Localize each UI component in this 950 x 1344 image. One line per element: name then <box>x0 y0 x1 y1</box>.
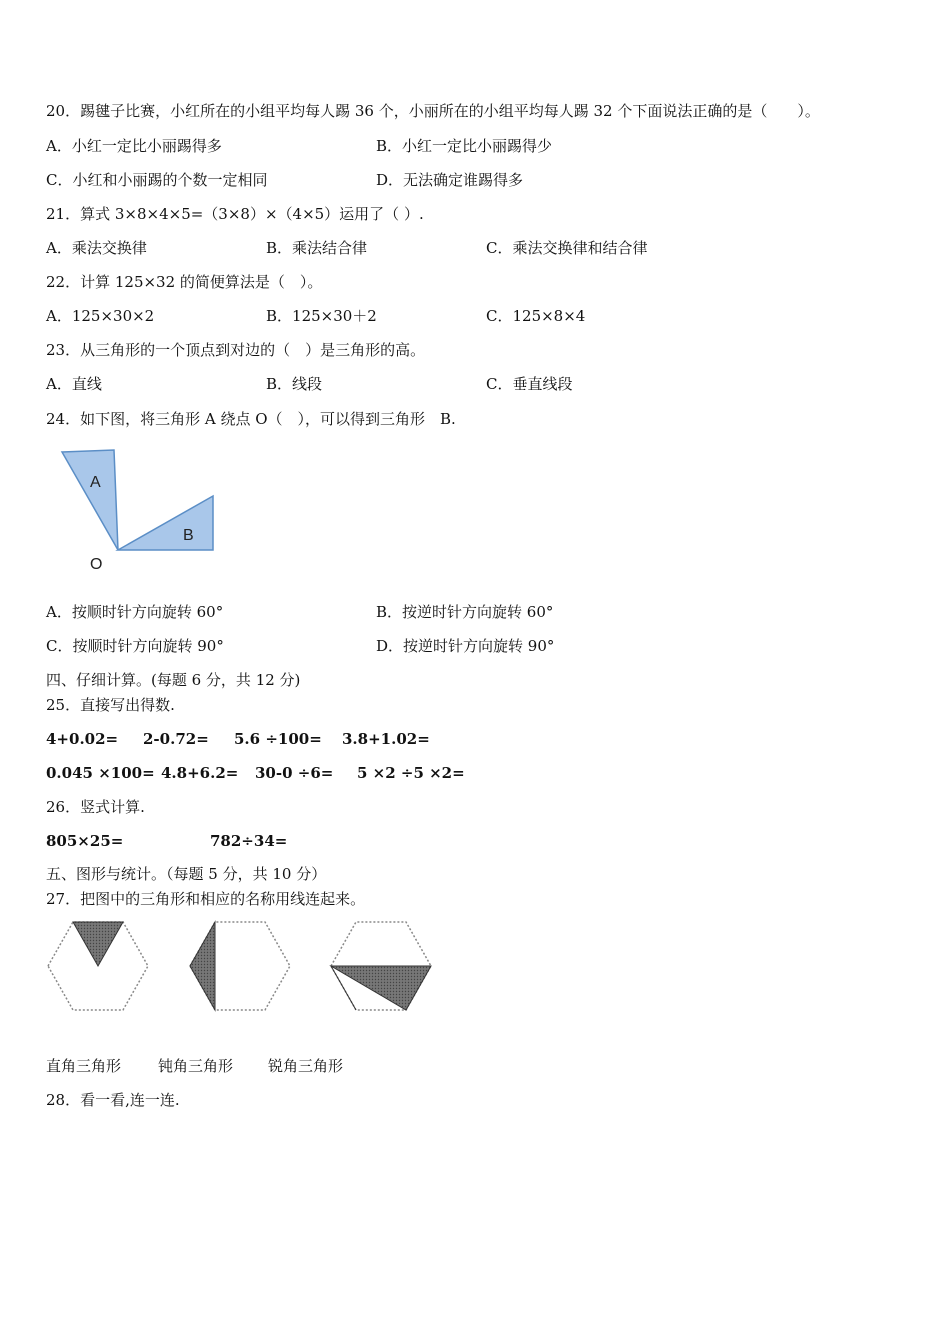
label-a: A <box>90 474 101 491</box>
q26-item: 782÷34= <box>210 832 288 850</box>
q25-item: 5 ×2 ÷5 ×2= <box>357 764 465 782</box>
q23-option-a: A．直线 <box>46 375 102 393</box>
q21-option-b: B．乘法结合律 <box>266 239 368 257</box>
q20-option-a: A．小红一定比小丽踢得多 <box>46 137 222 155</box>
q23-stem: 23．从三角形的一个顶点到对边的（ ）是三角形的高。 <box>46 341 426 359</box>
triangle-b <box>118 496 213 550</box>
q22-option-a: A．125×30×2 <box>46 307 155 325</box>
q28-stem: 28．看一看,连一连. <box>46 1091 180 1109</box>
triangle-name-acute: 锐角三角形 <box>268 1057 344 1075</box>
q21-stem: 21．算式 3×8×4×5=（3×8）×（4×5）运用了（ ）. <box>46 205 424 223</box>
triangle-name-right: 直角三角形 <box>46 1057 122 1075</box>
q22-option-c: C．125×8×4 <box>486 307 586 325</box>
q27-stem: 27．把图中的三角形和相应的名称用线连起来。 <box>46 890 366 908</box>
q24-stem: 24．如下图，将三角形 A 绕点 O（ ），可以得到三角形 B. <box>46 410 456 428</box>
q25-item: 4+0.02= <box>46 730 119 748</box>
q24-option-d: D．按逆时针方向旋转 90° <box>376 637 555 655</box>
q26-stem: 26．竖式计算. <box>46 798 145 816</box>
q25-item: 5.6 ÷100= <box>234 730 322 748</box>
q25-item: 2-0.72= <box>143 730 209 748</box>
q26-item: 805×25= <box>46 832 124 850</box>
q24-option-a: A．按顺时针方向旋转 60° <box>46 603 224 621</box>
q25-item: 30-0 ÷6= <box>255 764 334 782</box>
q20-stem: 20．踢毽子比赛，小红所在的小组平均每人踢 36 个，小丽所在的小组平均每人踢 32 个下面说法正确的是（ ）。 <box>46 102 820 120</box>
obtuse-triangle-shape <box>190 922 215 1010</box>
q22-option-b: B．125×30＋2 <box>266 307 377 325</box>
hexagon-3 <box>331 922 431 1010</box>
q20-option-d: D．无法确定谁踢得多 <box>376 171 524 189</box>
hexagon-2 <box>190 922 290 1010</box>
q20-option-c: C．小红和小丽踢的个数一定相同 <box>46 171 268 189</box>
section-5-title: 五、图形与统计。（每题 5 分，共 10 分） <box>46 865 327 883</box>
q25-item: 3.8+1.02= <box>342 730 430 748</box>
hexagon-figures <box>44 918 439 1016</box>
hexagon-1 <box>48 922 148 1010</box>
q24-option-c: C．按顺时针方向旋转 90° <box>46 637 224 655</box>
q21-option-c: C．乘法交换律和结合律 <box>486 239 648 257</box>
q22-stem: 22．计算 125×32 的简便算法是（ ）。 <box>46 273 323 291</box>
label-o: O <box>90 556 103 573</box>
section-4-title: 四、仔细计算。(每题 6 分，共 12 分) <box>46 671 301 689</box>
q21-option-a: A．乘法交换律 <box>46 239 147 257</box>
q20-option-b: B．小红一定比小丽踢得少 <box>376 137 553 155</box>
label-b: B <box>183 527 194 544</box>
q25-stem: 25．直接写出得数. <box>46 696 175 714</box>
rotation-figure <box>50 440 230 580</box>
q25-item: 0.045 ×100= <box>46 764 155 782</box>
triangle-a <box>62 450 118 550</box>
q23-option-b: B．线段 <box>266 375 323 393</box>
q24-option-b: B．按逆时针方向旋转 60° <box>376 603 554 621</box>
acute-triangle-shape <box>73 922 123 966</box>
q23-option-c: C．垂直线段 <box>486 375 573 393</box>
q25-item: 4.8+6.2= <box>161 764 239 782</box>
right-triangle-shape <box>331 966 431 1010</box>
triangle-name-obtuse: 钝角三角形 <box>158 1057 234 1075</box>
